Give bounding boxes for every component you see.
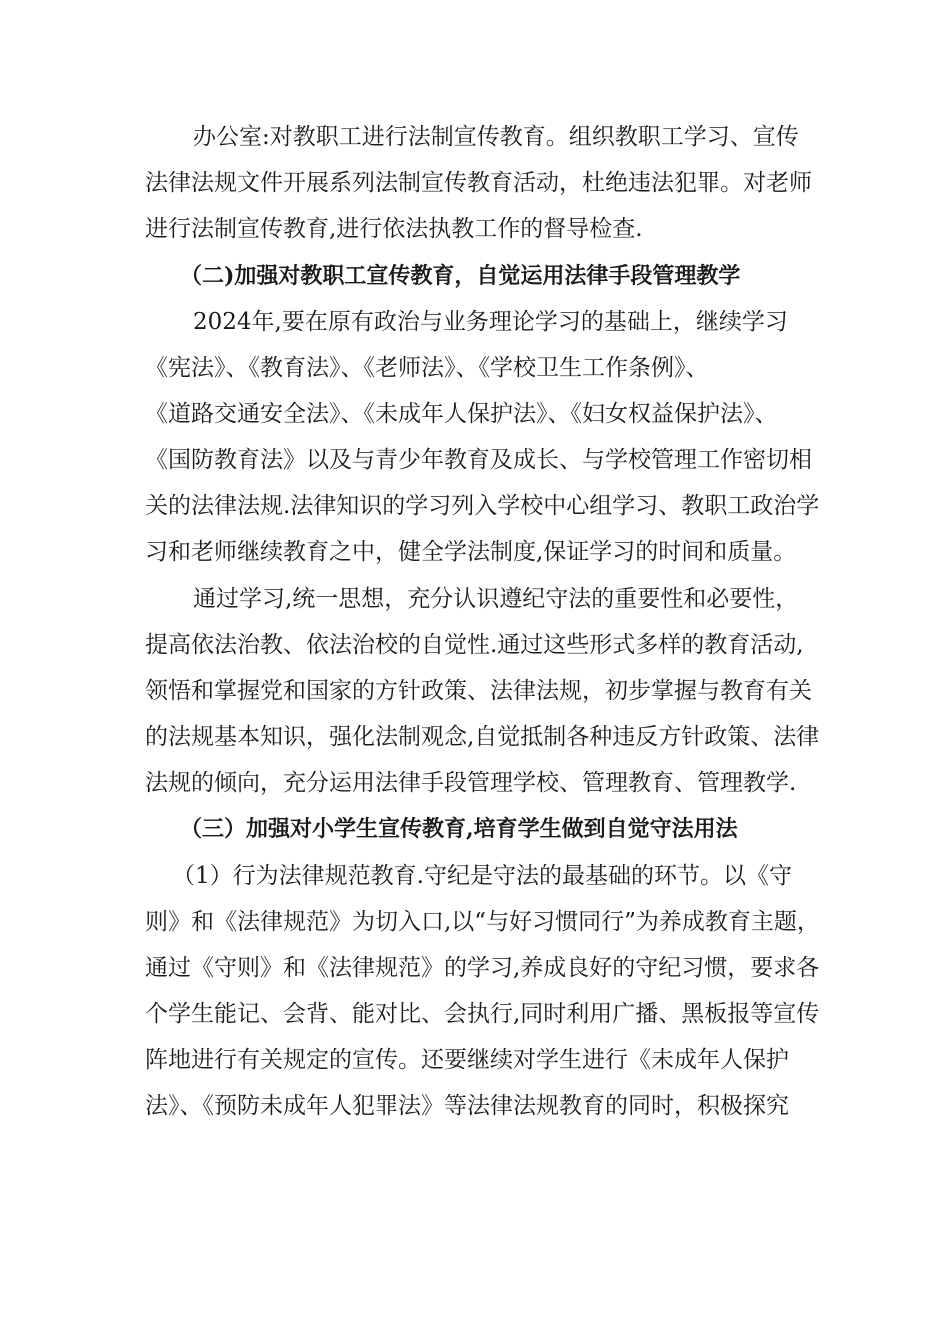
body-line: 阵地进行有关规定的宣传。还要继续对学生进行《未成年人保护 — [145, 1047, 789, 1073]
body-line: 法律法规文件开展系列法制宣传教育活动，杜绝违法犯罪。对老师 — [145, 170, 812, 196]
body-line: 《道路交通安全法》、《未成年人保护法》、《妇女权益保护法》、 — [145, 401, 778, 427]
body-line: 通过《守则》和《法律规范》的学习,养成良好的守纪习惯，要求各 — [145, 955, 820, 981]
body-line: 《国防教育法》以及与青少年教育及成长、与学校管理工作密切相 — [145, 447, 812, 473]
body-line: 2024年,要在原有政治与业务理论学习的基础上，继续学习 — [193, 309, 788, 335]
body-line: 法》、《预防未成年人犯罪法》等法律法规教育的同时，积极探究 — [145, 1093, 789, 1119]
section-heading: （三）加强对小学生宣传教育,培育学生做到自觉守法用法 — [180, 816, 738, 842]
body-line: 领悟和掌握党和国家的方针政策、法律法规，初步掌握与教育有关 — [145, 678, 812, 704]
body-line: 《宪法》、《教育法》、《老师法》、《学校卫生工作条例》、 — [145, 355, 709, 381]
body-line: 关的法律法规.法律知识的学习列入学校中心组学习、教职工政治学 — [145, 493, 820, 519]
body-line: 法规的倾向，充分运用法律手段管理学校、管理教育、管理教学. — [145, 770, 797, 796]
body-line: 办公室:对教职工进行法制宣传教育。组织教职工学习、宣传 — [193, 124, 799, 150]
body-line: 提高依法治教、依法治校的自觉性.通过这些形式多样的教育活动, — [145, 632, 804, 658]
body-line: 通过学习,统一思想，充分认识遵纪守法的重要性和必要性， — [193, 586, 799, 612]
body-line: 的法规基本知识，强化法制观念,自觉抵制各种违反方针政策、法律 — [145, 724, 820, 750]
body-line: 则》和《法律规范》为切入口,以“与好习惯同行”为养成教育主题， — [145, 909, 820, 935]
body-line: 进行法制宣传教育,进行依法执教工作的督导检查. — [145, 216, 643, 242]
body-line: 个学生能记、会背、能对比、会执行,同时利用广播、黑板报等宣传 — [145, 1001, 820, 1027]
section-heading: （二)加强对教职工宣传教育，自觉运用法律手段管理教学 — [180, 263, 741, 289]
body-line: 习和老师继续教育之中，健全学法制度,保证学习的时间和质量。 — [145, 539, 797, 565]
body-line: （1）行为法律规范教育.守纪是守法的最基础的环节。以《守 — [172, 863, 792, 889]
